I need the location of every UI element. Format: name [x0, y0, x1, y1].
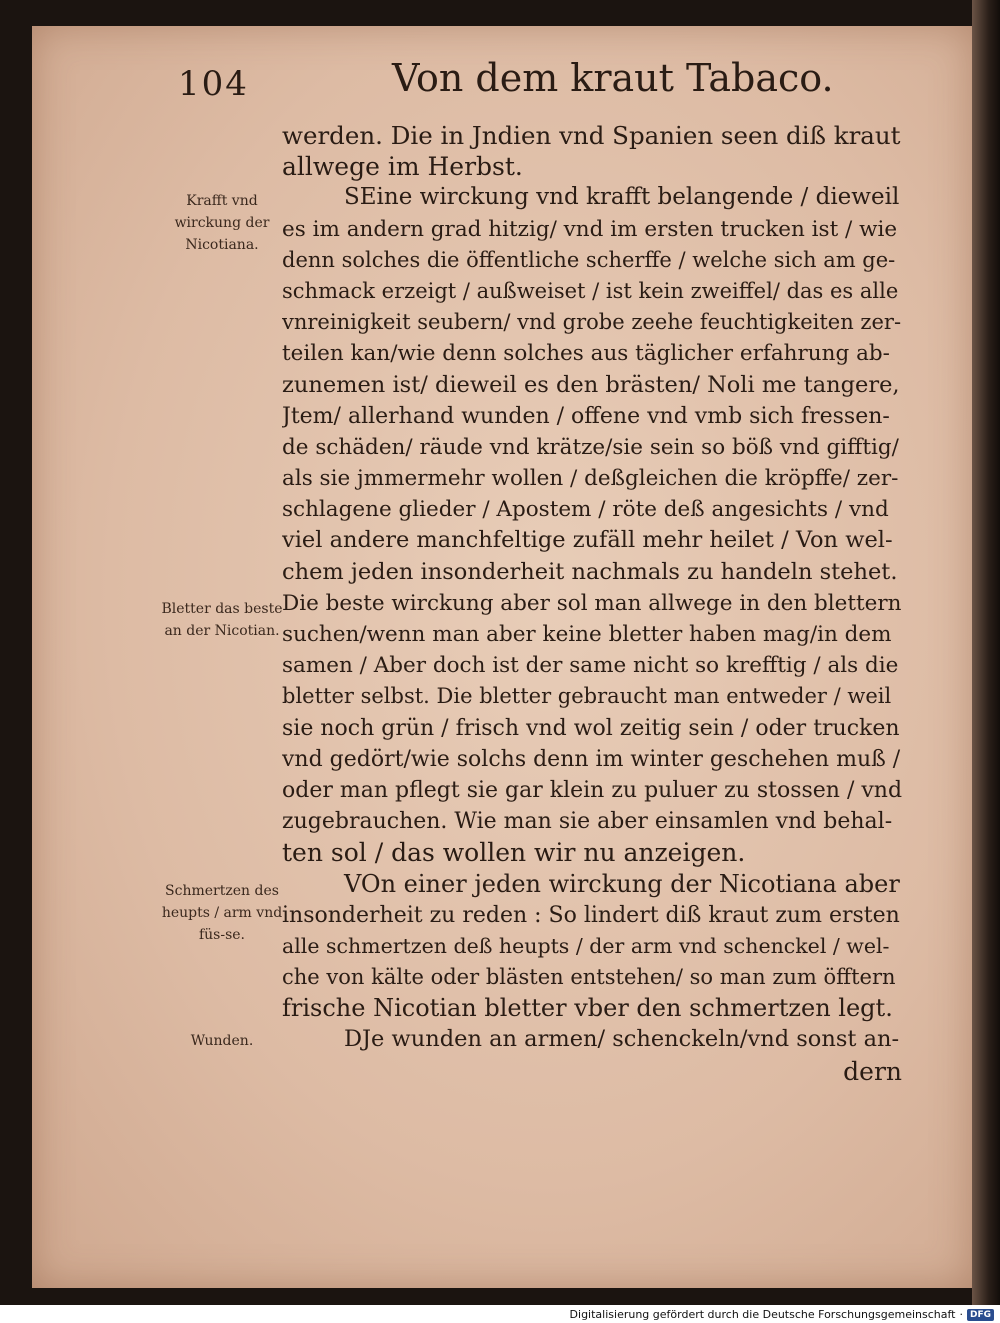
text-line: samen / Aber doch ist der same nicht so krefftig / als die: [282, 653, 899, 679]
text-line: vnd gedört/wie solchs denn im winter geschehen muß /: [282, 746, 901, 772]
margin-note-bletter: Bletter das beste an der Nicotian.: [161, 601, 283, 639]
text-line: ten sol / das wollen wir nu anzeigen.: [282, 838, 746, 868]
text-line: vnreinigkeit seubern/ vnd grobe zeehe feuchtigkeiten zer-: [282, 310, 902, 335]
main-text: [282, 120, 902, 1087]
text-line: teilen kan/wie denn solches aus täglicher erfahrung ab-: [282, 341, 890, 367]
text-line: denn solches die öffentliche scherffe / welche sich am ge-: [282, 247, 896, 272]
text-line: Die beste wirckung aber sol man allwege in den blettern: [282, 590, 902, 616]
text-line: schmack erzeigt / außweiset / ist kein zweiffel/ das es alle: [282, 278, 899, 303]
margin-note-wunden: Wunden.: [190, 1033, 254, 1049]
text-line: che von kälte oder blästen entstehen/ so man zum öfftern: [282, 965, 896, 990]
running-title: Von dem kraut Tabaco.: [392, 56, 834, 100]
text-line: zunemen ist/ dieweil es den brästen/ Noli me tangere,: [282, 371, 900, 398]
text-line: sie noch grün / frisch vnd wol zeitig sein / oder trucken: [282, 715, 900, 741]
text-line: oder man pflegt sie gar klein zu puluer zu stossen / vnd: [282, 777, 902, 803]
text-line: de schäden/ räude vnd krätze/sie sein so böß vnd gifftig/: [282, 434, 899, 460]
text-line: schlagene glieder / Apostem / röte deß angesichts / vnd: [282, 497, 889, 523]
text-line: werden. Die in Jndien vnd Spanien seen diß kraut: [282, 121, 901, 150]
text-line: alle schmertzen deß heupts / der arm vnd schenckel / wel-: [282, 933, 890, 958]
text-line: viel andere manchfeltige zufäll mehr heilet / Von wel-: [282, 527, 893, 554]
text-line: insonderheit zu reden : So lindert diß kraut zum ersten: [282, 902, 900, 928]
margin-note-krafft: Krafft vnd wirckung der Nicotiana.: [174, 193, 270, 253]
text-line: allwege im Herbst.: [282, 152, 523, 182]
text-line: DJe wunden an armen/ schenckeln/vnd sonst an-: [344, 1026, 900, 1053]
footer-credit: [570, 1308, 994, 1321]
catchword: dern: [843, 1056, 902, 1086]
text-line: zugebrauchen. Wie man sie aber einsamlen vnd behal-: [282, 809, 893, 835]
text-line: suchen/wenn man aber keine bletter haben mag/in dem: [282, 622, 892, 647]
dfg-logo-icon: DFG: [967, 1309, 994, 1321]
text-line: SEine wirckung vnd krafft belangende / dieweil: [344, 184, 900, 211]
separator: ·: [959, 1308, 963, 1321]
book-edge: [972, 0, 1000, 1305]
text-line: VOn einer jeden wirckung der Nicotiana aber: [344, 869, 900, 898]
text-line: Jtem/ allerhand wunden / offene vnd vmb sich fressen-: [282, 403, 890, 429]
text-line: frische Nicotian bletter vber den schmertzen legt.: [282, 994, 893, 1023]
margin-note-schmertzen: Schmertzen des heupts / arm vnd füs-se.: [161, 883, 283, 943]
text-line: chem jeden insonderheit nachmals zu handeln stehet.: [282, 558, 898, 585]
text-line: es im andern grad hitzig/ vnd im ersten trucken ist / wie: [282, 216, 898, 242]
page-number: 104: [178, 64, 249, 104]
text-line: bletter selbst. Die bletter gebraucht man entweder / weil: [282, 684, 892, 709]
credit-text: Digitalisierung gefördert durch die Deutsche Forschungsgemeinschaft: [569, 1308, 956, 1321]
text-line: als sie jmmermehr wollen / deßgleichen die kröpffe/ zer-: [282, 466, 899, 492]
